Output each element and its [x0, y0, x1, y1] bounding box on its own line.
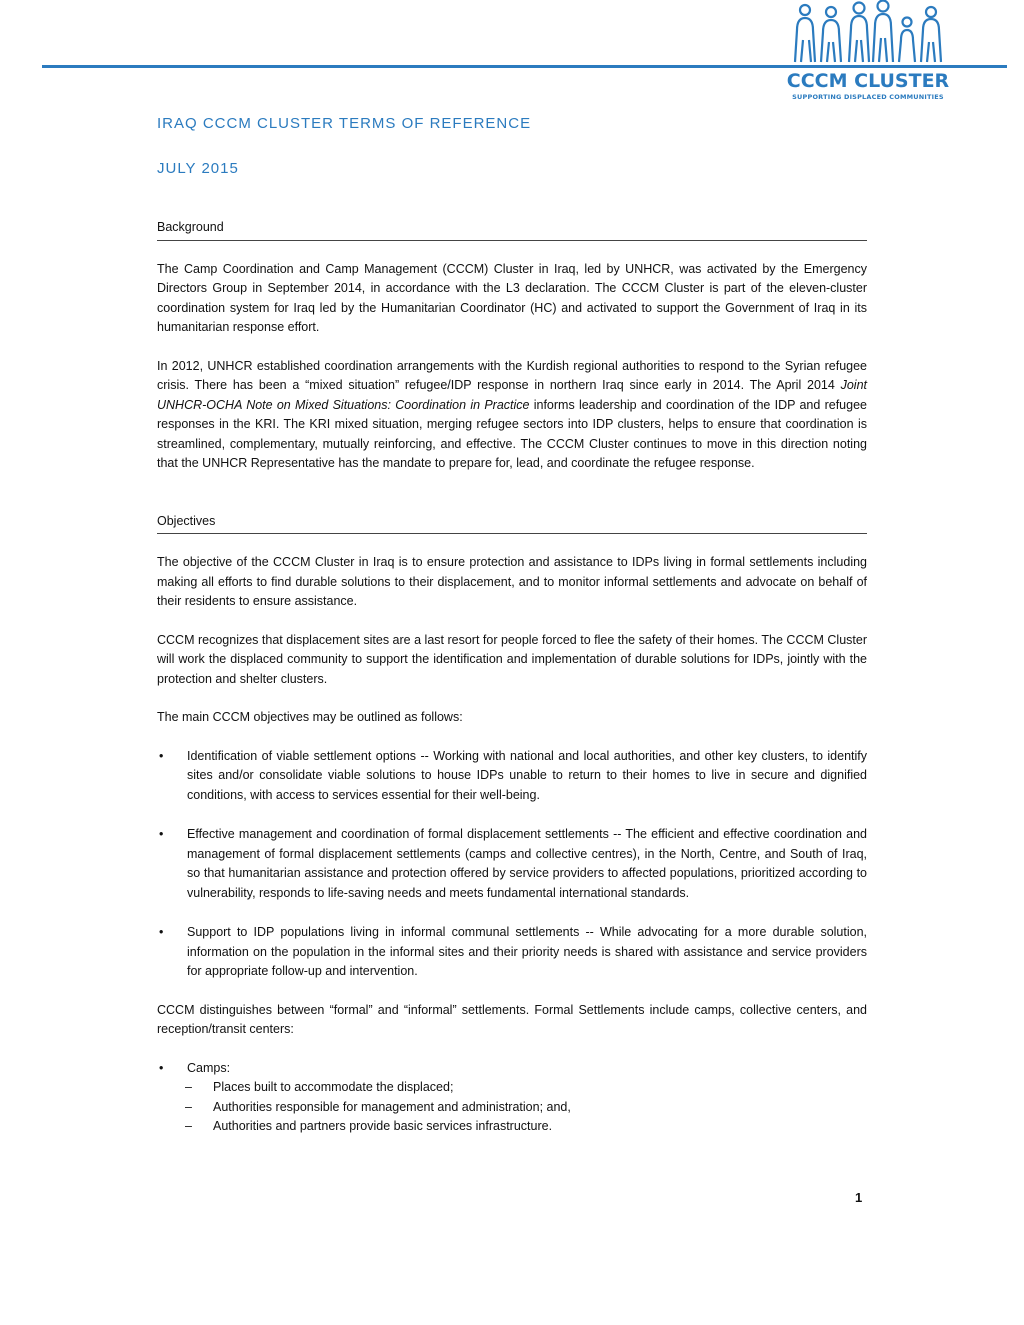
sub-list-item	[157, 1098, 867, 1118]
cccm-cluster-logo	[783, 0, 953, 105]
sub-list-item	[157, 1117, 867, 1137]
list-item	[157, 747, 867, 806]
objectives-paragraph-1: The objective of the CCCM Cluster in Iraq is to ensure protection and assistance to IDPs living in formal settlements including making all efforts to find durable solutions to their displacement, and to monitor informal settlements and advocate on behalf of their residents to ensure assistance.	[157, 555, 867, 608]
dash-icon: –	[185, 1080, 192, 1094]
objective-bullet-1: Identification of viable settlement options -- Working with national and local authorities, and other key clusters, to identify sites and/or consolidate viable solutions to house IDPs unable to return to their homes to live in secure and dignified conditions, with access to services essential for their well-being.	[187, 748, 867, 802]
objectives-heading: Objectives	[157, 512, 867, 535]
sub-list-item	[157, 1078, 867, 1098]
bullet-icon: •	[159, 925, 164, 939]
objectives-paragraph-3: The main CCCM objectives may be outlined as follows:	[157, 710, 463, 724]
people-silhouettes-icon	[783, 0, 953, 72]
document-body	[157, 218, 867, 1137]
background-paragraph-2-end: informs leadership and coordination of the IDP and refugee responses in the KRI. The KRI mixed situation, merging refugee sectors into IDP clusters, helps to ensure that coordination is streamlined, complementary, mutually reinforcing, and effective. The CCCM Cluster continues to move in this direction noting that the UNHCR Representative has the mandate to prepare for, lead, and coordinate the refugee response.	[157, 397, 867, 470]
background-paragraph-1: The Camp Coordination and Camp Management (CCCM) Cluster in Iraq, led by UNHCR, was activated by the Emergency Directors Group in September 2014, in accordance with the L3 declaration. The CCCM Cluster is part of the eleven-cluster coordination system for Iraq led by the Humanitarian Coordinator (HC) and activated to support the Government of Iraq in its humanitarian response effort.	[157, 261, 867, 334]
camps-label: Camps:	[187, 1060, 231, 1075]
camps-item-1: Places built to accommodate the displaced;	[213, 1080, 454, 1094]
objectives-paragraph-2: CCCM recognizes that displacement sites are a last resort for people forced to flee the safety of their homes. The CCCM Cluster will work the displaced community to support the identification and implementation of durable solutions for IDPs, jointly with the protection and shelter clusters.	[157, 632, 867, 686]
list-item	[157, 923, 867, 982]
bullet-icon: •	[159, 827, 164, 841]
bullet-icon: •	[159, 748, 164, 763]
joint-note-title: Joint UNHCR-OCHA Note on Mixed Situations: Coordination in Practice	[157, 378, 867, 412]
camps-item-3: Authorities and partners provide basic services infrastructure.	[213, 1119, 553, 1133]
objective-bullet-3: Support to IDP populations living in informal communal settlements -- While advocating for a more durable solution, information on the population in the informal sites and their priority needs is shared with assistance and service providers for appropriate follow-up and intervention.	[187, 925, 867, 978]
background-paragraph-2	[157, 357, 867, 474]
bullet-icon: •	[159, 1060, 164, 1075]
logo-tagline: SUPPORTING DISPLACED COMMUNITIES	[792, 93, 944, 101]
dash-icon: –	[185, 1099, 192, 1114]
list-item	[157, 825, 867, 903]
dash-icon: –	[185, 1119, 192, 1133]
camps-item-2: Authorities responsible for management and administration; and,	[213, 1099, 571, 1114]
background-heading: Background	[157, 218, 867, 241]
document-title: IRAQ CCCM CLUSTER TERMS OF REFERENCE	[157, 115, 532, 132]
page-number: 1	[855, 1190, 863, 1205]
objective-bullet-2: Effective management and coordination of formal displacement settlements -- The efficient and effective coordination and management of formal displacement settlements (camps and collective centres), in the North, Centre, and South of Iraq, so that humanitarian assistance and protection offered by service providers to affected populations, prioritized according to vulnerability, responds to life-saving needs and meets fundamental international standards.	[187, 827, 867, 900]
objectives-paragraph-4: CCCM distinguishes between “formal” and “informal” settlements. Formal Settlements include camps, collective centers, and reception/transit centers:	[157, 1002, 867, 1036]
list-item	[157, 1059, 867, 1079]
background-paragraph-2-start: In 2012, UNHCR established coordination arrangements with the Kurdish regional authorities to respond to the Syrian refugee crisis. There has been a “mixed situation” refugee/IDP response in northern Iraq since early in 2014. The April 2014	[157, 358, 867, 392]
document-date: JULY 2015	[157, 160, 239, 177]
logo-text: CCCM CLUSTER	[786, 70, 950, 92]
